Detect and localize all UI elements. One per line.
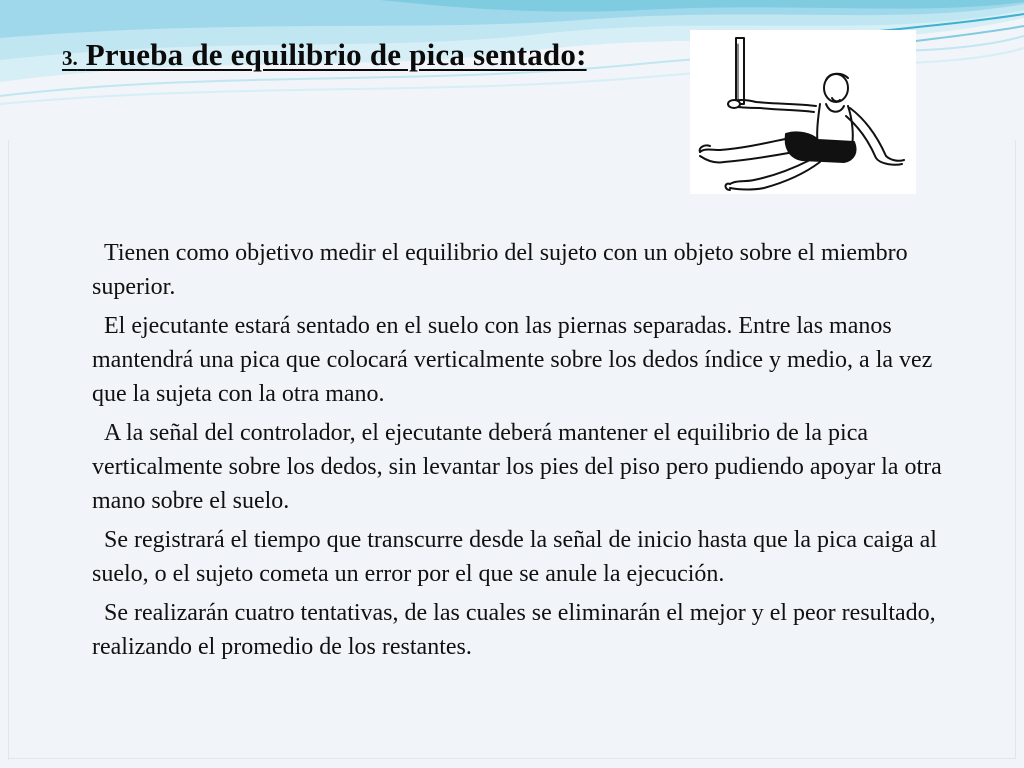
paragraph: Se realizarán cuatro tentativas, de las cuales se eliminarán el mejor y el peor resultado, realizando el promedio de los restantes. <box>92 600 936 660</box>
seated-person-balancing-stick-illustration <box>690 30 916 194</box>
left-border-line <box>8 140 9 760</box>
illustration-panel <box>690 30 916 194</box>
title-number: 3. <box>62 46 78 70</box>
bottom-border-line <box>8 758 1016 759</box>
slide-title <box>62 36 587 73</box>
title-text: Prueba de equilibrio de pica sentado: <box>85 37 587 72</box>
body-text <box>92 236 972 669</box>
paragraph: A la señal del controlador, el ejecutante deberá mantener el equilibrio de la pica verticalmente sobre los dedos, sin levantar los pies del piso pero pudiendo apoyar la otra mano sobre el suelo. <box>92 420 942 514</box>
right-border-line <box>1015 140 1016 759</box>
paragraph: Tienen como objetivo medir el equilibrio del sujeto con un objeto sobre el miembro superior. <box>92 240 908 300</box>
paragraph: Se registrará el tiempo que transcurre desde la señal de inicio hasta que la pica caiga al suelo, o el sujeto cometa un error por el que se anule la ejecución. <box>92 527 937 587</box>
paragraph: El ejecutante estará sentado en el suelo con las piernas separadas. Entre las manos mantendrá una pica que colocará verticalmente sobre los dedos índice y medio, a la vez que la sujeta con la otra mano. <box>92 313 933 407</box>
